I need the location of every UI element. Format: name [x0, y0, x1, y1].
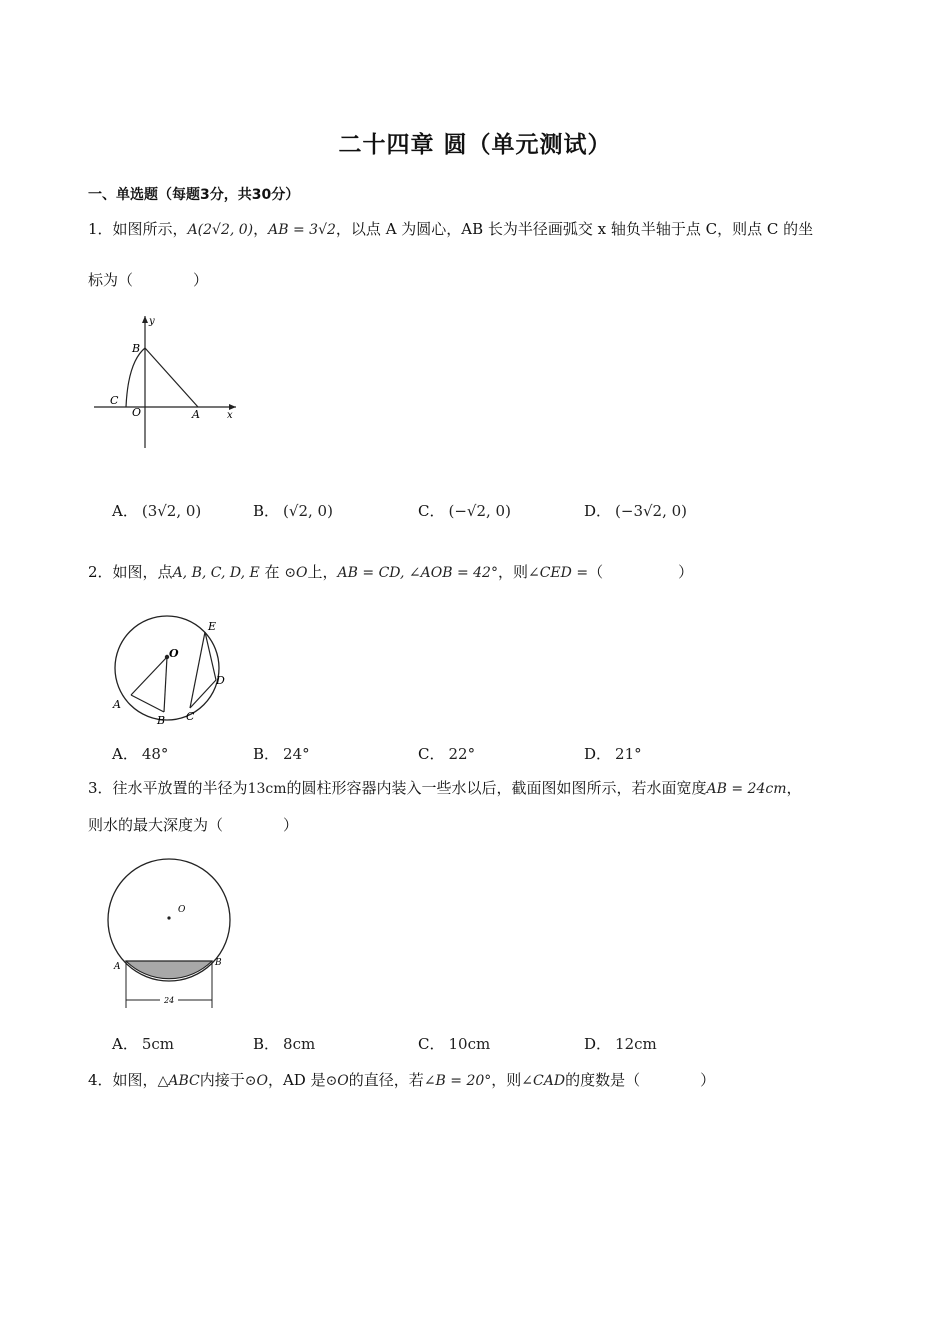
question-text: 如图所示，	[112, 220, 188, 238]
option-b[interactable]	[253, 1033, 315, 1054]
math-expression: A(2√2, 0)	[187, 222, 254, 238]
question-text: ，	[253, 220, 269, 238]
label-e: E	[208, 620, 217, 633]
option-value: 5cm	[141, 1035, 175, 1053]
question-4-line-1	[88, 1070, 715, 1091]
question-3-figure	[100, 852, 250, 1014]
option-value: 10cm	[448, 1035, 491, 1053]
question-text: ，AD 是	[267, 1071, 326, 1089]
segment-oa	[131, 657, 167, 695]
label-a: A	[114, 962, 121, 972]
option-d[interactable]	[584, 1033, 657, 1054]
option-letter: B．	[253, 745, 280, 763]
math-expression: ⊙O	[325, 1073, 349, 1089]
option-letter: B．	[253, 1035, 280, 1053]
dimension-label: 24	[164, 996, 175, 1005]
segment-ab	[145, 348, 198, 407]
option-value: 21°	[615, 745, 642, 763]
option-value: 24°	[283, 745, 310, 763]
segment-ec	[190, 632, 205, 708]
question-text: 如图，点	[112, 563, 173, 581]
question-text: 往水平放置的半径为	[112, 779, 248, 797]
option-letter: A．	[112, 1035, 138, 1053]
option-value: (−3√2, 0)	[615, 502, 688, 520]
option-letter: C．	[418, 502, 445, 520]
question-text: ，以点 A 为圆心，AB 长为半径画弧交 x 轴负半轴于点 C，则点 C 的坐	[335, 220, 814, 238]
question-text: 内接于	[199, 1071, 245, 1089]
option-a[interactable]	[112, 743, 168, 764]
option-letter: D．	[584, 1035, 612, 1053]
label-b: B	[215, 958, 222, 968]
question-2-line-1	[88, 562, 693, 583]
question-number: 3．	[88, 779, 113, 797]
question-1-figure	[90, 310, 250, 455]
option-value: 12cm	[615, 1035, 657, 1053]
math-expression: ⊙O	[284, 565, 308, 581]
option-d[interactable]	[584, 500, 687, 521]
question-2-figure	[105, 612, 235, 727]
label-y: y	[149, 316, 155, 327]
label-c: C	[110, 394, 119, 407]
question-number: 1．	[88, 220, 113, 238]
label-o: O	[178, 905, 186, 915]
label-a: A	[192, 408, 200, 421]
math-expression: ∠B = 20°	[423, 1073, 492, 1089]
option-value: 22°	[448, 745, 476, 763]
question-text: 的圆柱形容器内装入一些水以后，截面图如图所示，若水面宽度	[286, 779, 707, 797]
question-text: （ ）	[588, 563, 694, 581]
option-letter: D．	[584, 745, 612, 763]
label-o: O	[169, 647, 179, 660]
center-point	[167, 916, 170, 919]
segment-ob	[164, 657, 167, 712]
label-b: B	[132, 342, 141, 355]
label-o: O	[132, 406, 142, 419]
label-d: D	[216, 674, 225, 687]
math-expression: ∠CED =	[527, 565, 589, 581]
math-expression: ∠CAD	[521, 1073, 566, 1089]
question-text: 的度数是（ ）	[565, 1071, 716, 1089]
question-1-line-1	[88, 219, 813, 240]
question-text: 的直径，若	[348, 1071, 424, 1089]
option-letter: D．	[584, 502, 612, 520]
option-b[interactable]	[253, 500, 333, 521]
question-text: ，则	[497, 563, 528, 581]
option-value: 48°	[141, 745, 169, 763]
question-text: 在	[264, 563, 280, 581]
option-letter: A．	[112, 502, 138, 520]
question-number: 4．	[88, 1071, 113, 1089]
option-value: (√2, 0)	[283, 502, 333, 520]
option-value: 8cm	[283, 1035, 316, 1053]
question-3-line-2: 则水的最大深度为（ ）	[88, 816, 299, 834]
math-expression: AB = 24cm	[706, 781, 787, 797]
question-text: 上，	[307, 563, 338, 581]
option-value: (3√2, 0)	[141, 502, 202, 520]
question-text: ，则	[491, 1071, 522, 1089]
label-b: B	[157, 714, 166, 727]
math-expression: ⊙O	[244, 1073, 268, 1089]
label-c: C	[186, 710, 195, 723]
question-text: 如图，	[112, 1071, 158, 1089]
water-segment	[126, 961, 212, 979]
option-a[interactable]	[112, 500, 201, 521]
y-axis-arrow	[142, 316, 148, 323]
option-c[interactable]	[418, 1033, 490, 1054]
math-expression: AB = CD, ∠AOB = 42°	[337, 565, 498, 581]
math-expression: 13cm	[247, 781, 287, 797]
math-expression: △ABC	[157, 1073, 200, 1089]
option-a[interactable]	[112, 1033, 174, 1054]
option-letter: C．	[418, 1035, 445, 1053]
question-1-line-2: 标为（ ）	[88, 271, 209, 289]
question-text: ，	[786, 779, 802, 797]
arc-bc	[126, 348, 145, 407]
label-x: x	[227, 410, 233, 421]
question-number: 2．	[88, 563, 113, 581]
option-value: (−√2, 0)	[448, 502, 511, 520]
section-heading: 一、单选题（每题3分，共30分）	[88, 187, 300, 203]
option-letter: A．	[112, 745, 138, 763]
option-c[interactable]	[418, 743, 475, 764]
math-expression: A, B, C, D, E	[172, 565, 260, 581]
question-3-line-1	[88, 778, 802, 799]
option-b[interactable]	[253, 743, 310, 764]
page-title: 二十四章 圆（单元测试）	[338, 132, 612, 158]
math-expression: AB = 3√2	[268, 222, 336, 238]
option-letter: B．	[253, 502, 280, 520]
option-letter: C．	[418, 745, 445, 763]
option-c[interactable]	[418, 500, 511, 521]
option-d[interactable]	[584, 743, 642, 764]
label-a: A	[113, 698, 121, 711]
